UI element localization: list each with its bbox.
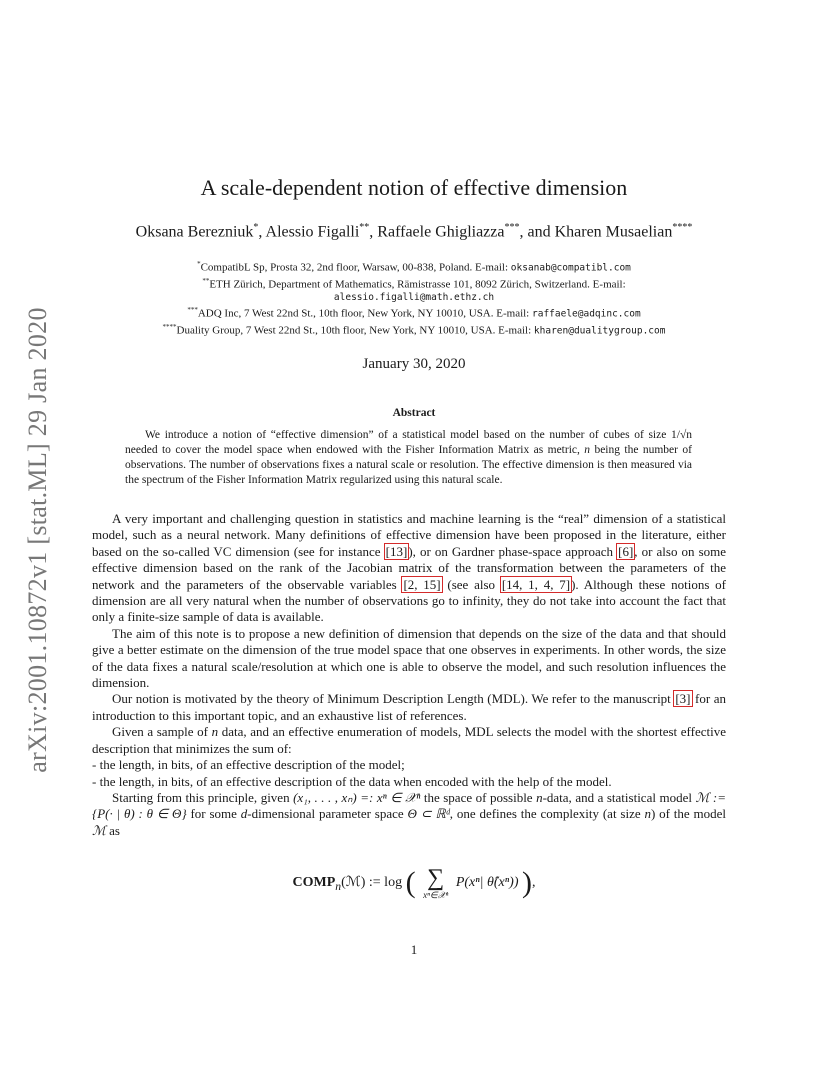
- affiliation-line: [100, 304, 728, 321]
- paragraph-text: ) of the model: [650, 806, 726, 822]
- paragraph-text: Starting from this principle, given: [112, 789, 294, 805]
- author-marker: *: [253, 222, 259, 233]
- list-item: - the length, in bits, of an effective description of the model;: [92, 757, 405, 773]
- publication-date: January 30, 2020: [362, 356, 466, 372]
- email-link[interactable]: raffaele@adqinc.com: [532, 308, 641, 320]
- affiliation-text: ETH Zürich, Department of Mathematics, Rämistrasse 101, 8092 Zürich, Switzerland. E-mail:: [209, 278, 626, 291]
- math-inline: n: [536, 789, 543, 805]
- equation-summand: P(xⁿ| θ̂(xⁿ)): [455, 875, 519, 890]
- list-item: - the length, in bits, of an effective description of the data when encoded with the help of the model.: [92, 773, 612, 789]
- math-inline: n: [644, 806, 651, 822]
- affiliation-text: CompatibL Sp, Prosta 32, 2nd floor, Warsaw, 00-838, Poland. E-mail:: [200, 261, 511, 274]
- math-inline: Θ ⊂ ℝᵈ: [407, 806, 450, 822]
- sum-symbol: ∑: [427, 865, 445, 891]
- author-marker: ****: [672, 222, 693, 233]
- equation-sum: [423, 866, 448, 900]
- paragraph-text: data, and an effective enumeration of models, MDL selects the model with the shortest effective description that minimizes the sum of:: [92, 724, 726, 756]
- arxiv-identifier-text: arXiv:2001.10872v1 [stat.ML] 29 Jan 2020: [23, 307, 52, 773]
- author-name: Alessio Figalli: [265, 223, 360, 241]
- paragraph-text: , one defines the complexity (at size: [449, 806, 645, 822]
- affiliation-text: ADQ Inc, 7 West 22nd St., 10th floor, New York, NY 10010, USA. E-mail:: [197, 307, 532, 320]
- author-list: Oksana Berezniuk*, Alessio Figalli**, Raffaele Ghigliazza***, and Kharen Musaelian****: [135, 222, 693, 241]
- affiliation-marker: **: [202, 276, 210, 285]
- affiliation-text: Duality Group, 7 West 22nd St., 10th floor, New York, NY 10010, USA. E-mail:: [176, 324, 534, 337]
- affiliation-line: [100, 321, 728, 338]
- body-text: [92, 511, 726, 839]
- paragraph-text: as: [105, 822, 120, 838]
- paper-title: A scale-dependent notion of effective dimension: [200, 175, 628, 200]
- author-name: Kharen Musaelian: [554, 223, 673, 241]
- equation-argument: (ℳ) := log: [341, 875, 403, 890]
- paragraph: [92, 790, 726, 839]
- paragraph-text: -dimensional parameter space: [247, 806, 408, 822]
- display-equation: [0, 866, 828, 900]
- author-conjunction: and: [527, 223, 551, 241]
- paragraph-text: the space of possible: [420, 789, 537, 805]
- abstract-sentence: We introduce a notion of “effective dimension” of a statistical model based on the number of cubes of size 1/: [145, 429, 680, 441]
- affiliation-marker: ***: [187, 306, 198, 315]
- paragraph-text: A very important and challenging question in statistics and machine learning is the “real” dimension of a statistical model, such as a neural network. Many definitions of effective dimension have been proposed in the literature, either based on the so-called VC dimension (see for instance: [92, 511, 726, 559]
- author-name: Oksana Berezniuk: [135, 223, 254, 241]
- math-inline: d: [240, 806, 248, 822]
- paragraph: [92, 511, 726, 626]
- paragraph: [92, 724, 726, 757]
- math-inline: (x₁, . . . , xₙ) =: xⁿ ∈ 𝒳ⁿ: [293, 789, 421, 805]
- author-marker: **: [359, 222, 370, 233]
- affiliation-marker: *: [197, 260, 201, 268]
- math-inline: ℳ := {P(· | θ) : θ ∈ Θ}: [92, 789, 726, 822]
- citation-link[interactable]: [14, 1, 4, 7]: [501, 576, 571, 592]
- abstract-heading: Abstract: [392, 407, 436, 419]
- email-link[interactable]: kharen@dualitygroup.com: [533, 325, 666, 337]
- math-inline: ℳ: [92, 822, 106, 838]
- abstract-sentence: being the number of observations. The number of observations fixes a natural scale or resolution. The effective dimension is then measured via the spectrum of the Fisher Information Matrix regularized using this natural scale.: [125, 444, 692, 486]
- paragraph-text: ). Although these notions of dimension are all very natural when the number of observations go to infinity, they do not take into account the fact that only a finite-size sample of data is available.: [92, 576, 726, 625]
- equation-subscript: n: [335, 879, 342, 893]
- paragraph-text: ), or on Gardner phase-space approach: [408, 543, 618, 559]
- paragraph-text: -data, and a statistical model: [542, 789, 696, 805]
- math-inline: n: [211, 724, 219, 740]
- affiliation-line: [100, 275, 728, 292]
- citation-link[interactable]: [13]: [385, 543, 408, 559]
- equation-paren-close: ): [522, 866, 532, 899]
- author-name: Raffaele Ghigliazza: [377, 223, 505, 241]
- affiliations-block: [100, 258, 728, 338]
- math-inline: n: [584, 444, 591, 456]
- affiliation-line: [100, 258, 728, 275]
- paragraph-text: for an introduction to this important topic, and an exhaustive list of references.: [92, 691, 726, 723]
- paragraph-text: Our notion is motivated by the theory of Minimum Description Length (MDL). We refer to the manuscript: [112, 691, 675, 707]
- email-link[interactable]: alessio.figalli@math.ethz.ch: [333, 292, 495, 304]
- equation-operator: COMP: [292, 875, 336, 890]
- math-inline: √n: [679, 429, 692, 441]
- sum-index: xⁿ∈𝒳ⁿ: [423, 890, 449, 900]
- affiliation-email-line: [100, 291, 728, 304]
- abstract-sentence: needed to cover the model space when endowed with the Fisher Information Matrix as metric,: [125, 444, 585, 456]
- citation-link[interactable]: [3]: [675, 691, 691, 707]
- paragraph: The aim of this note is to propose a new definition of dimension that depends on the size of the data and that should give a better estimate on the dimension of the true model space that one observes in experiments. In other words, the size of the data fixes a natural scale/resolution at which one is able to observe the model, and such resolution influences the dimension.: [92, 625, 726, 691]
- equation-paren-open: (: [405, 866, 416, 899]
- paragraph-text: , or also on some effective dimension based on the rank of the Jacobian matrix of the transformation between the parameters of the network and the parameters of the observable variables: [92, 543, 727, 592]
- citation-link[interactable]: [6]: [618, 543, 634, 559]
- page-number: 1: [410, 942, 418, 957]
- author-marker: ***: [504, 222, 520, 233]
- citation-link[interactable]: [2, 15]: [403, 576, 441, 592]
- affiliation-marker: ****: [162, 322, 177, 331]
- paragraph: [92, 691, 726, 724]
- paragraph-text: Given a sample of: [112, 724, 212, 740]
- equation-punctuation: ,: [532, 875, 536, 890]
- abstract-text: [125, 428, 692, 488]
- paragraph-text: for some: [186, 806, 241, 822]
- email-link[interactable]: oksanab@compatibl.com: [510, 262, 631, 274]
- paragraph-text: (see also: [441, 576, 501, 592]
